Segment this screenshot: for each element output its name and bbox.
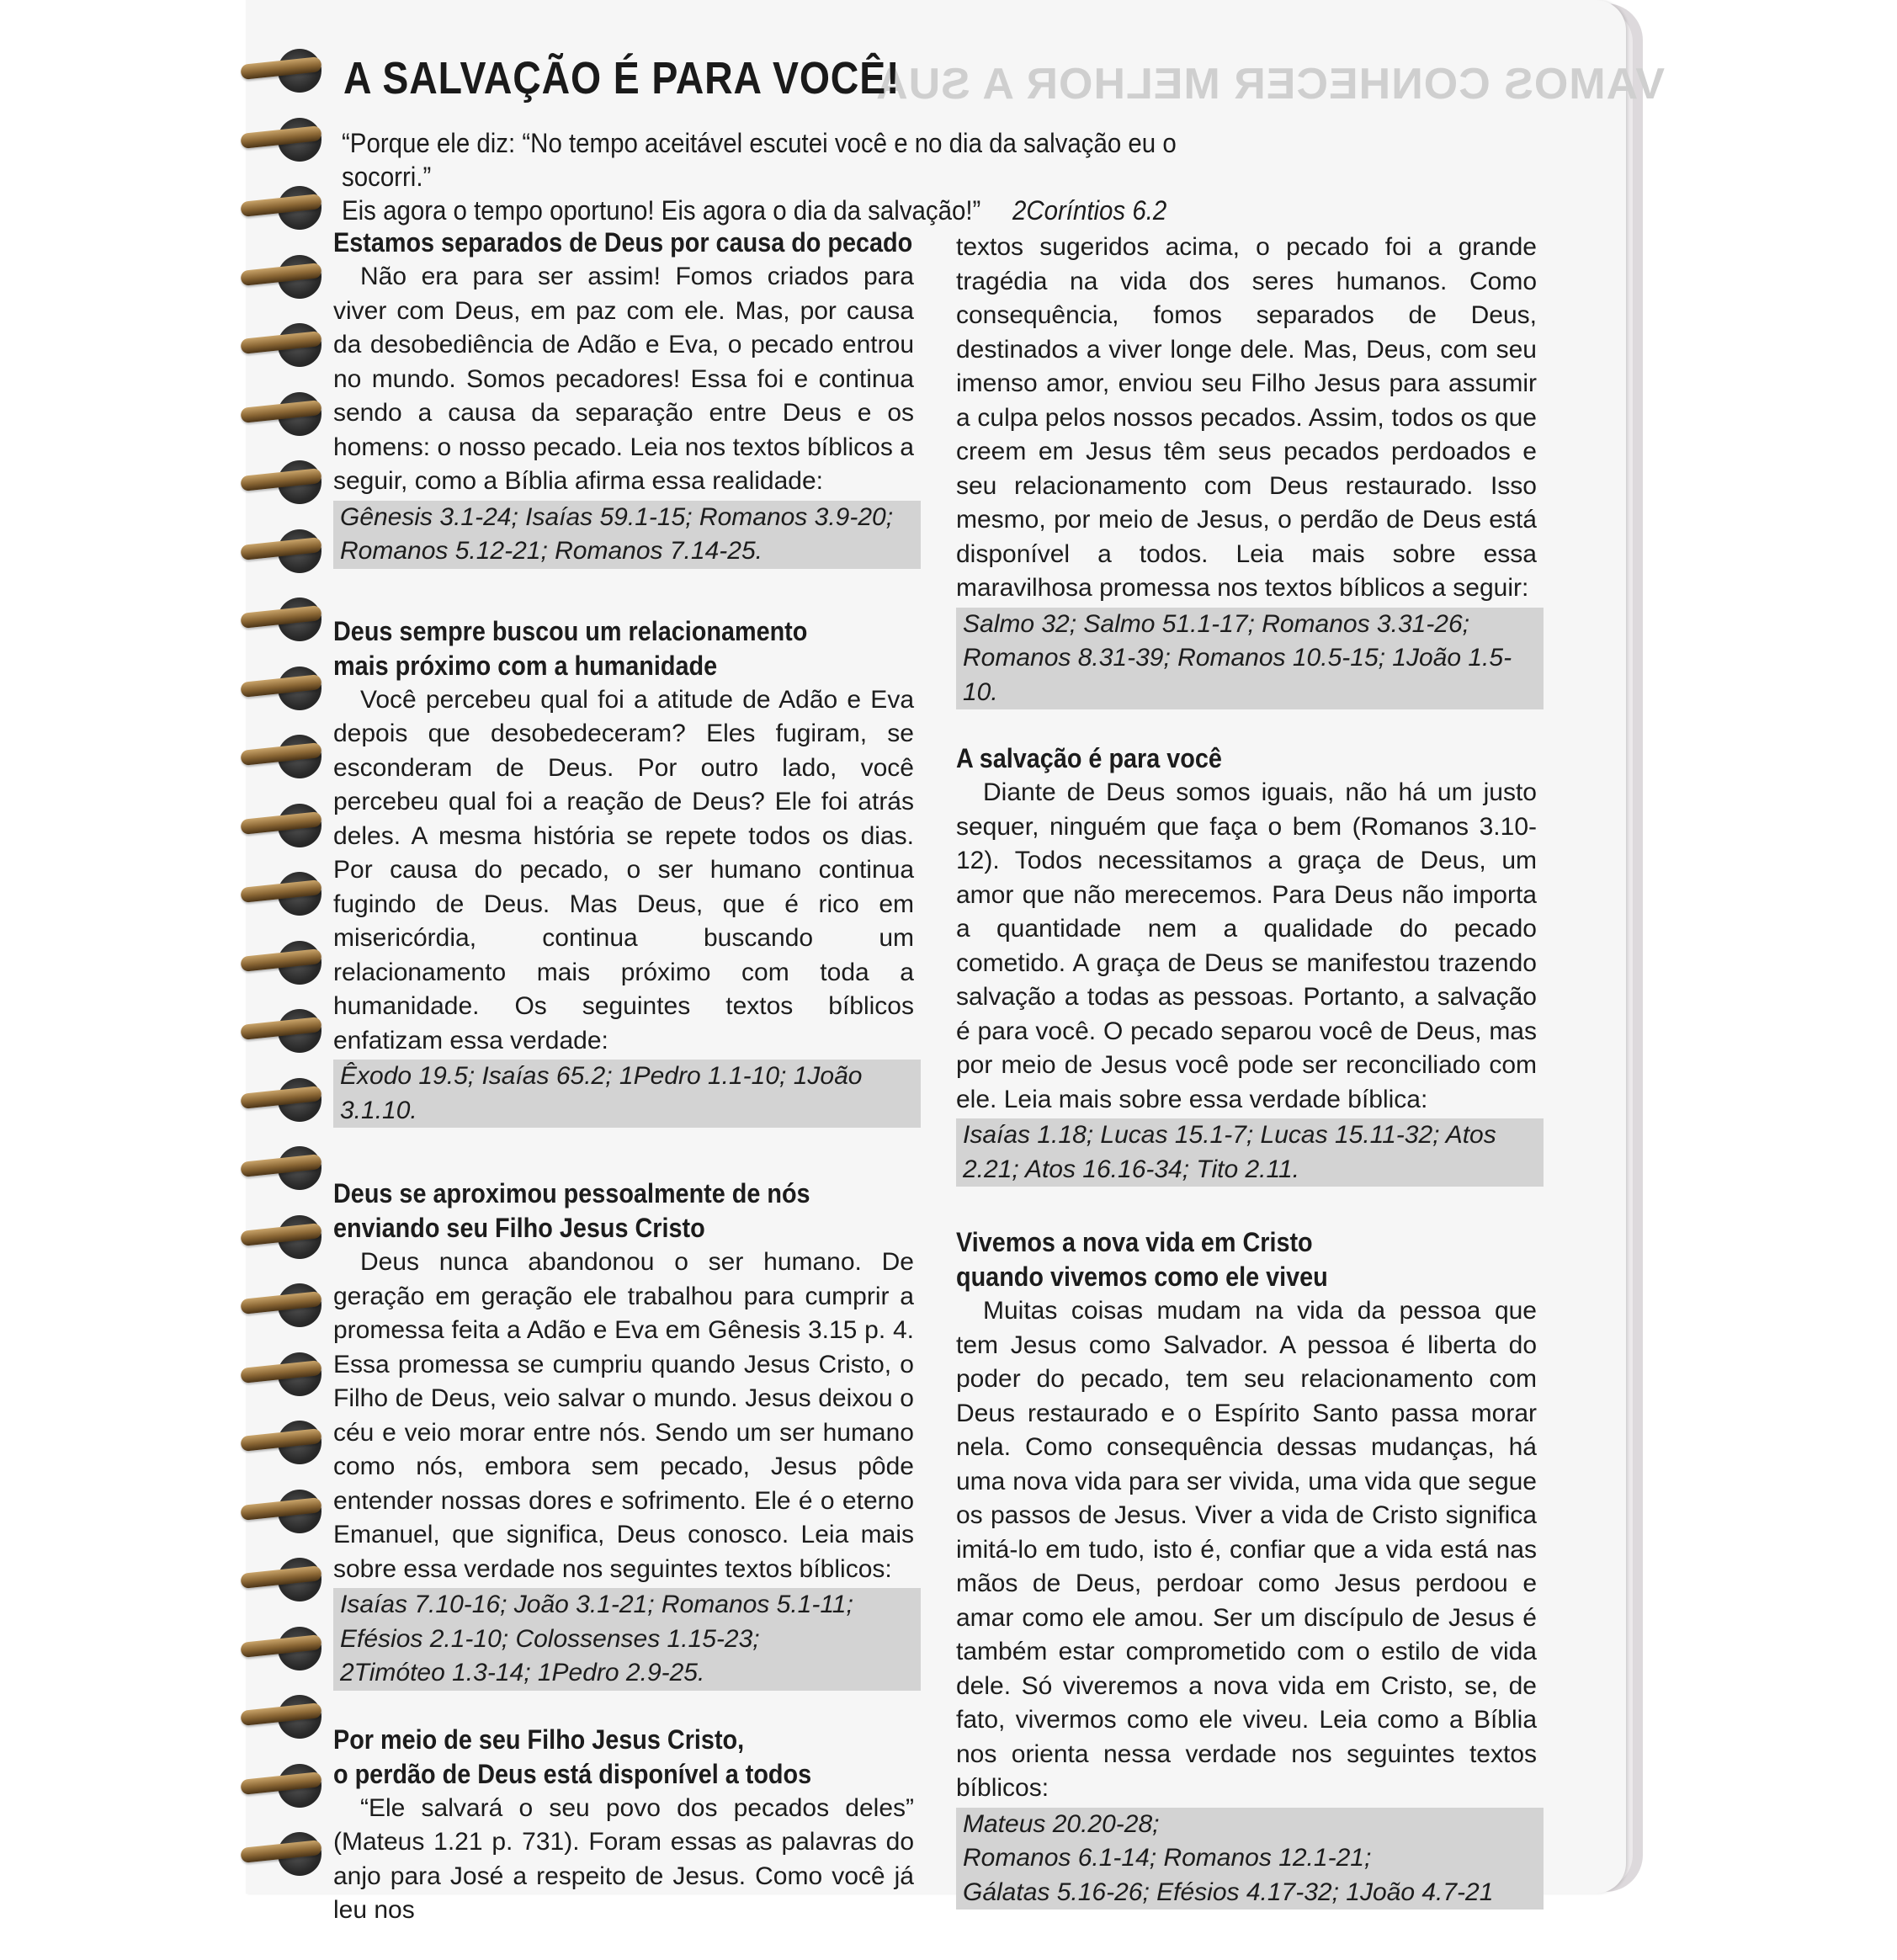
section-heading: A salvação é para você [956, 743, 1222, 773]
section-heading [956, 1225, 1539, 1294]
page-title: A SALVAÇÃO É PARA VOCÊ! [343, 53, 901, 104]
section-separated [333, 226, 922, 569]
right-column [956, 231, 1545, 1941]
section-body: Não era para ser assim! Fomos criados para viver com Deus, em paz com ele. Mas, por causa da desobediência de Adão e Eva, o pecado entrou no mundo. Somos pecadores! Essa foi e continua sendo a causa da separação entre Deus e os homens: o nosso pecado. Leia nos textos bíblicos a seguir, como a Bíblia afirma essa realidade: [333, 263, 914, 495]
bible-references: Isaías 1.18; Lucas 15.1-7; Lucas 15.11-32; Atos 2.21; Atos 16.16-34; Tito 2.11. [956, 1118, 1544, 1187]
refs-line-1: Mateus 20.20-28; [963, 1809, 1160, 1838]
section-relationship [333, 614, 922, 1129]
bible-references [956, 1808, 1544, 1910]
section-heading [333, 1177, 917, 1246]
refs-line-3: 2Timóteo 1.3-14; 1Pedro 2.9-25. [340, 1659, 705, 1686]
section-body: Muitas coisas mudam na vida da pessoa que tem Jesus como Salvador. A pessoa é liberta do poder do pecado, tem seu relacionamento com Deus restaurado e o Espírito Santo passa morar nela. Como consequência dessas mudanças, há uma nova vida para ser vivida, uma vida que segue os passos de Jesus. Viver a vida de Cristo significa imitá-lo em tudo, isto é, confiar que a vida está nas mãos de Deus, perdoar como Jesus perdoou e amar como ele amou. Ser um discípulo de Jesus é também estar comprometido com o estilo de vida dele. Só viveremos a nova vida em Cristo, se, de fato, vivermos como ele viveu. Leia como a Bíblia nos orienta nessa verdade nos seguintes textos bíblicos: [956, 1297, 1537, 1802]
section-body: Você percebeu qual foi a atitude de Adão e Eva depois que desobedeceram? Eles fugiram, se esconderam de Deus. Por outro lado, você percebeu qual foi a reação de Deus? Ele foi atrás deles. A mesma história se repete todos os dias. Por causa do pecado, o ser humano continua fugindo de Deus. Mas Deus, que é rico em misericórdia, continua buscando um relacionamento mais próximo com toda a humanidade. Os seguintes textos bíblicos enfatizam essa verdade: [333, 685, 914, 1054]
bible-references: Salmo 32; Salmo 51.1-17; Romanos 3.31-26; Romanos 8.31-39; Romanos 10.5-15; 1João 1.5-10. [956, 608, 1544, 710]
section-salvation [956, 741, 1545, 1187]
refs-line-3: Gálatas 5.16-26; Efésios 4.17-32; 1João 4.7-21 [963, 1878, 1494, 1906]
section-new-life [956, 1225, 1545, 1910]
section-heading [333, 1723, 917, 1792]
heading-line-1: Vivemos a nova vida em Cristo [956, 1227, 1313, 1257]
intro-quote [342, 126, 1209, 227]
refs-line-2: Efésios 2.1-10; Colossenses 1.15-23; [340, 1624, 760, 1653]
intro-line-1: “Porque ele diz: “No tempo aceitável escutei você e no dia da salvação eu o socorri.” [342, 128, 1177, 192]
refs-line-2: Romanos 6.1-14; Romanos 12.1-21; [963, 1844, 1372, 1872]
heading-line-2: mais próximo com a humanidade [333, 650, 718, 681]
section-forgiveness-continued [956, 231, 1545, 709]
heading-line-2: quando vivemos como ele viveu [956, 1262, 1328, 1292]
intro-reference: 2Coríntios 6.2 [1012, 195, 1167, 226]
section-body: Diante de Deus somos iguais, não há um justo sequer, ninguém que faça o bem (Romanos 3.10-12). Todos necessitamos a graça de Deus, um amor que não merecemos. Para Deus não importa a quantidade nem a qualidade do pecado cometido. A graça de Deus se manifestou trazendo salvação a todas as pessoas. Portanto, a salvação é para você. O pecado separou você de Deus, mas por meio de Jesus você pode ser reconciliado com ele. Leia mais sobre essa verdade bíblica: [956, 778, 1537, 1113]
section-body: Deus nunca abandonou o ser humano. De geração em geração ele trabalhou para cumprir a promessa feita a Adão e Eva em Gênesis 3.15 p. 4. Essa promessa se cumpriu quando Jesus Cristo, o Filho de Deus, veio salvar o mundo. Jesus deixou o céu e veio morar entre nós. Sendo um ser humano como nós, embora sem pecado, Jesus pôde entender nossas dores e sofrimento. Ele é o eterno Emanuel, que significa, Deus conosco. Leia mais sobre essa verdade nos seguintes textos bíblicos: [333, 1248, 914, 1583]
intro-line-2-text: Eis agora o tempo oportuno! Eis agora o dia da salvação!” [342, 195, 981, 226]
bible-references: Êxodo 19.5; Isaías 65.2; 1Pedro 1.1-10; 1João 3.1.10. [333, 1060, 921, 1128]
section-approached [333, 1177, 922, 1691]
heading-line-1: Deus se aproximou pessoalmente de nós [333, 1178, 810, 1208]
section-heading: Estamos separados de Deus por causa do pecado [333, 227, 913, 258]
refs-line-1: Isaías 7.10-16; João 3.1-21; Romanos 5.1-11; [340, 1591, 853, 1618]
section-body: textos sugeridos acima, o pecado foi a grande tragédia na vida dos seres humanos. Como consequência, fomos separados de Deus, destinados a viver longe dele. Mas, Deus, com seu imenso amor, enviou seu Filho Jesus para assumir a culpa pelos nossos pecados. Assim, todos os que creem em Jesus têm seus pecados perdoados e seu relacionamento com Deus restaurado. Isso mesmo, por meio de Jesus, o perdão de Deus está disponível a todos. Leia mais sobre essa maravilhosa promessa nos textos bíblicos a seguir: [956, 233, 1537, 602]
intro-line-2 [342, 194, 1209, 227]
heading-line-1: Por meio de seu Filho Jesus Cristo, [333, 1724, 745, 1755]
section-body: “Ele salvará o seu povo dos pecados deles” (Mateus 1.21 p. 731). Foram essas as palavras do anjo para José a respeito de Jesus. Como você já leu nos [333, 1793, 914, 1924]
show-through-heading: VAMOS CONHECER MELHOR A SUA [875, 60, 1665, 109]
heading-line-2: o perdão de Deus está disponível a todos [333, 1758, 812, 1789]
heading-line-2: enviando seu Filho Jesus Cristo [333, 1213, 705, 1243]
bible-references: Gênesis 3.1-24; Isaías 59.1-15; Romanos 3.9-20; Romanos 5.12-21; Romanos 7.14-25. [333, 501, 921, 569]
section-heading [333, 614, 917, 683]
bible-references [333, 1588, 921, 1691]
left-column [333, 226, 922, 1960]
heading-line-1: Deus sempre buscou um relacionamento [333, 615, 808, 646]
